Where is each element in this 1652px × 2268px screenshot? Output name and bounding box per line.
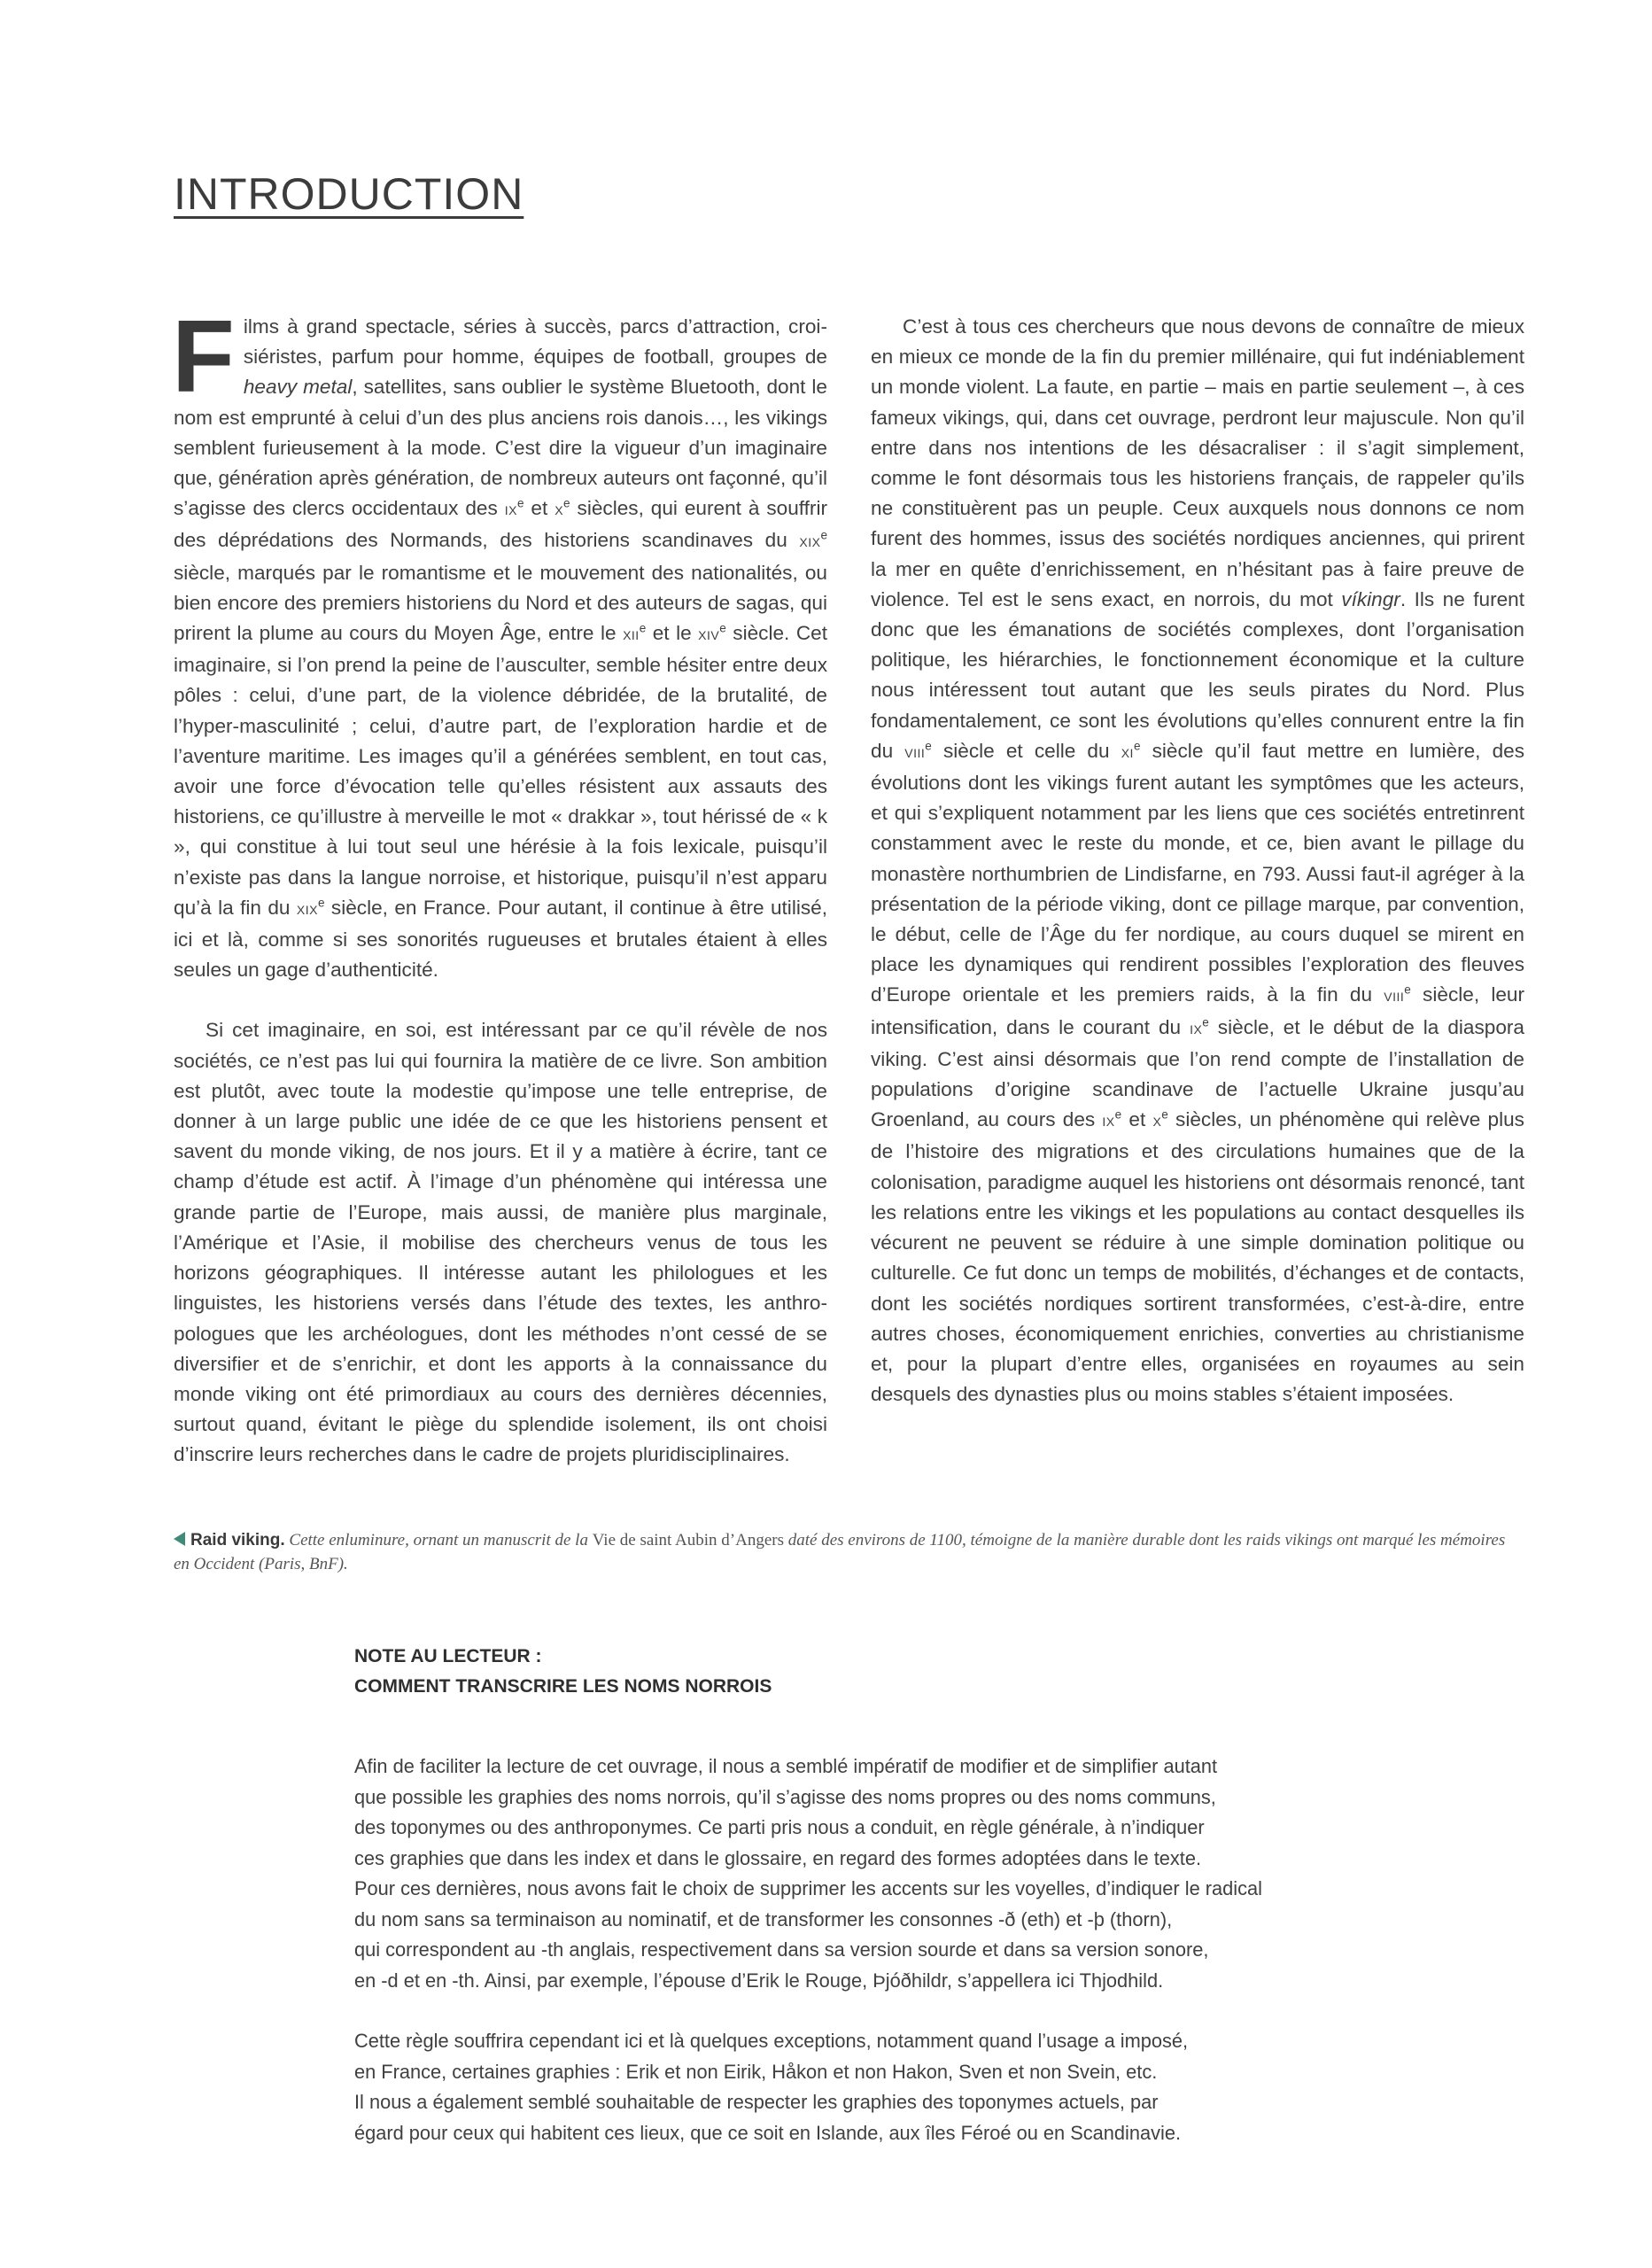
caption-lead: Raid viking. [190,1531,285,1550]
drop-cap: F [172,299,235,414]
intro-paragraph-1: Films à grand spectacle, séries à succès, parcs d’attraction, croisiéristes, parfum pour homme, équipes de football, groupes de heavy metal, satellites, sans oublier le système Bluetooth, dont le nom est emprunté à celui d’un des plus anciens rois danois…, les vikings semblent furieusement à la mode. C’est dire la vigueur d’un imaginaire que, génération après génération, de nombreux auteurs ont façonné, qu’il s’agisse des clercs occidentaux des IXe et Xe siècles, qui eurent à souffrir des déprédations des Normands, des historiens scandinaves du XIXe siècle, marqués par le romantisme et le mouvement des nationalités, ou bien encore des premiers historiens du Nord et des auteurs de sagas, qui prirent la plume au cours du Moyen Âge, entre le XIIe et le XIVe siècle. Cet imaginaire, si l’on prend la peine de l’ausculter, semble hésiter entre deux pôles : celui, d’une part, de la violence débridée, de la brutalité, de l’hyper-masculinité ; celui, d’autre part, de l’exploration hardie et de l’aventure maritime. Les images qu’il a générées semblent, en tout cas, avoir une force d’évocation telle qu’elles résistent aux assauts des historiens, ce qu’illustre à merveille le mot « drakkar », tout hérissé de « k », qui constitue à lui tout seul une hérésie à la fois lexicale, puisqu’il n’existe pas dans la langue norroise, et historique, puisqu’il n’est apparu qu’à la fin du XIXe siècle, en France. Pour autant, il continue à être utilisé, ici et là, comme si ses sonorités rugueuses et brutales étaient à elles seules un gage d’authenticité. [172,299,827,982]
note-paragraph-1: Afin de faciliter la lecture de cet ouvrage, il nous a semblé impératif de modifier et de simplifier autant que possible les graphies des noms norrois, qu’il s’agisse des noms propres ou des noms communs, des toponymes ou des anthroponymes. Ce parti pris nous a conduit, en règle générale, à n’indiquer ces graphies que dans les index et dans le glossaire, en regard des formes adoptées dans le texte. Pour ces dernières, nous avons fait le choix de supprimer les accents sur les voyelles, d’indiquer le radical du nom sans sa terminaison au nominatif, et de transformer les consonnes -ð (eth) et -þ (thorn), qui correspondent au -th anglais, respectivement dans sa version sourde et dans sa version sonore, en -d et en -th. Ainsi, par exemple, l’épouse d’Erik le Rouge, Þjóðhildr, s’appellera ici Thjodhild. [354,1755,1262,1992]
note-paragraph-2: Cette règle souffrira cependant ici et là quelques exceptions, notamment quand l’usage a imposé, en France, certaines graphies : Erik et non Eirik, Håkon et non Hakon, Sven et non Svein, etc. Il nous a également semblé souhaitable de respecter les graphies des toponymes actuels, par égard pour ceux qui habitent ces lieux, que ce soit en Islande, aux îles Féroé ou en Scandinavie. [354,2030,1189,2144]
image-caption: Raid viking. Cette enluminure, ornant un manuscrit de la Vie de saint Aubin d’Angers daté des environs de 1100, témoigne de la manière durable dont les raids vikings ont marqué les mémoires en Occident (Paris, BnF). [174,1531,1506,1573]
reader-note [354,1642,1355,2179]
caption-arrow-icon [174,1532,185,1546]
left-column [172,299,827,1471]
intro-paragraph-3: C’est à tous ces chercheurs que nous devons de connaître de mieux en mieux ce monde de la fin du premier millénaire, qui fut indéniablement un monde violent. La faute, en partie – mais en partie seulement –, à ces fameux vikings, qui, dans cet ouvrage, perdront leur majuscule. Non qu’il entre dans nos intentions de les désacraliser : il s’agit simplement, comme le font désormais tous les historiens français, de rappeler qu’ils ne constituèrent pas un peuple. Ceux auxquels nous donnons ce nom furent des hommes, issus des sociétés nordiques anciennes, qui prirent la mer en quête d’enrichissement, en n’hésitant pas à faire preuve de violence. Tel est le sens exact, en norrois, du mot víkingr. Ils ne furent donc que les émanations de sociétés complexes, dont l’organisation politique, les hiérarchies, le fonctionnement économique et la culture nous intéressent tout autant que les seuls pirates du Nord. Plus fondamentalement, ce sont les évolutions qu’elles connurent entre la fin du VIIIe siècle et celle du XIe siècle qu’il faut mettre en lumière, des évolutions dont les vikings furent autant les symptômes que les acteurs, et qui s’expliquent notamment par les liens que ces sociétés entretinrent constamment avec le reste du monde, et ce, bien avant le pillage du monastère northumbrien de Lindisfarne, en 793. Aussi faut-il agréger à la présentation de la période viking, dont ce pillage marque, par convention, le début, celle de l’Âge du fer nordique, au cours duquel se mirent en place les dynamiques qui rendirent possibles l’exploration des fleuves d’Europe orientale et les premiers raids, à la fin du VIIIe siècle, leur intensification, dans le courant du IXe siècle, et le début de la diaspora viking. C’est ainsi désormais que l’on rend compte de l’installation de populations d’origine scandinave de l’actuelle Ukraine jusqu’au Groenland, au cours des IXe et Xe siècles, un phénomène qui relève plus de l’histoire des migrations et des circulations humaines que de la colonisation, paradigme auquel les historiens ont désormais renoncé, tant les relations entre les vikings et les populations au contact desquelles ils vécurent ne peuvent se réduire à une simple domination politique ou culturelle. Ce fut donc un temps de mobilités, d’échanges et de contacts, dont les sociétés nordiques sortirent transformées, c’est-à-dire, entre autres choses, économiquement enrichies, converties au christianisme et, pour la plupart d’entre elles, organisées en royaumes au sein desquels des dynasties plus ou moins stables s’étaient imposées. [871,315,1524,1406]
right-column [871,312,1524,1410]
page-title: INTRODUCTION [174,169,524,219]
intro-paragraph-2: Si cet imaginaire, en soi, est intéressant par ce qu’il révèle de nos sociétés, ce n’est pas lui qui fournira la matière de ce livre. Son ambition est plutôt, avec toute la modestie qu’impose une telle entreprise, de donner à un large public une idée de ce que les historiens pensent et savent du monde viking, de nos jours. Et il y a matière à écrire, tant ce champ d’étude est actif. À l’image d’un phénomène qui intéressa une grande partie de l’Europe, mais aussi, de manière plus marginale, l’Amérique et l’Asie, il mobilise des chercheurs venus de tous les horizons géographiques. Il intéresse autant les philologues et les linguistes, les historiens versés dans l’étude des textes, les anthropologues que les archéologues, dont les méthodes n’ont cessé de se diversifier et de s’enrichir, et dont les apports à la connaissance du monde viking ont été primordiaux au cours des dernières décennies, surtout quand, évitant le piège du splendide isolement, ils ont choisi d’inscrire leurs recherches dans le cadre de projets pluridisciplinaires. [174,1019,827,1466]
note-title: NOTE AU LECTEUR : COMMENT TRANSCRIRE LES NOMS NORROIS [354,1646,772,1697]
